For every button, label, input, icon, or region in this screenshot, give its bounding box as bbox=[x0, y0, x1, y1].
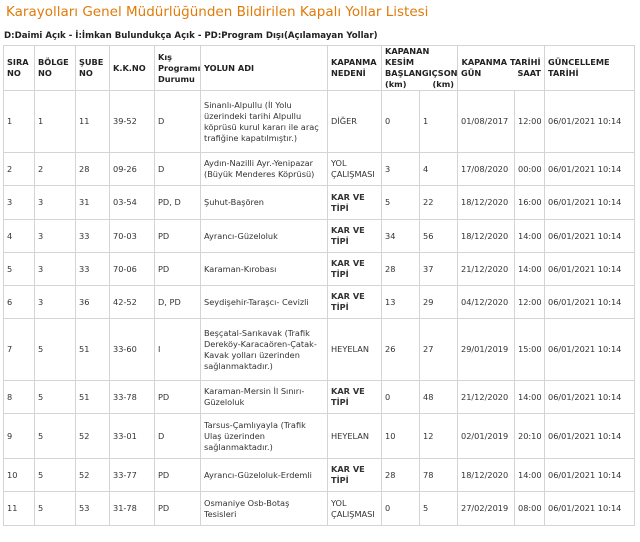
cell-sira-no: 3 bbox=[4, 186, 35, 220]
cell-sira-no: 6 bbox=[4, 286, 35, 319]
legend-text: D:Daimi Açık - İ:İmkan Bulundukça Açık - PD:Program Dışı(Açılamayan Yollar) bbox=[4, 31, 378, 41]
cell-kapanma-nedeni: DİĞER bbox=[328, 91, 382, 153]
cell-bolge-no: 5 bbox=[35, 381, 76, 414]
cell-kesim-baslangic: 0 bbox=[382, 492, 420, 526]
cell-bolge-no: 3 bbox=[35, 286, 76, 319]
cell-guncelleme-tarihi: 06/01/2021 10:14 bbox=[545, 253, 635, 286]
cell-kapanma-gun: 18/12/2020 bbox=[458, 220, 515, 253]
cell-kapanma-saat: 08:00 bbox=[515, 492, 545, 526]
cell-kapanma-nedeni: KAR VE TİPİ bbox=[328, 381, 382, 414]
table-row bbox=[4, 91, 635, 153]
cell-sube-no: 28 bbox=[76, 153, 110, 186]
cell-kesim-baslangic: 26 bbox=[382, 319, 420, 381]
cell-guncelleme-tarihi: 06/01/2021 10:14 bbox=[545, 319, 635, 381]
cell-guncelleme-tarihi: 06/01/2021 10:14 bbox=[545, 459, 635, 492]
cell-guncelleme-tarihi: 06/01/2021 10:14 bbox=[545, 91, 635, 153]
cell-kk-no: 33-78 bbox=[110, 381, 155, 414]
cell-yolun-adi: Karaman-Mersin İl Sınırı-Güzeloluk bbox=[201, 381, 328, 414]
cell-kapanma-nedeni: KAR VE TİPİ bbox=[328, 286, 382, 319]
cell-kapanma-nedeni: KAR VE TİPİ bbox=[328, 186, 382, 220]
cell-kapanma-saat: 20:10 bbox=[515, 414, 545, 459]
cell-kesim-baslangic: 10 bbox=[382, 414, 420, 459]
cell-kapanma-gun: 18/12/2020 bbox=[458, 459, 515, 492]
cell-sira-no: 4 bbox=[4, 220, 35, 253]
table-row bbox=[4, 381, 635, 414]
cell-kesim-son: 22 bbox=[420, 186, 458, 220]
header-kesim-title: KAPANAN KESİM BAŞLANGIÇSON bbox=[385, 46, 458, 78]
cell-kis-programi: PD bbox=[155, 220, 201, 253]
cell-guncelleme-tarihi: 06/01/2021 10:14 bbox=[545, 153, 635, 186]
cell-bolge-no: 3 bbox=[35, 220, 76, 253]
header-tarih-title: KAPANMA TARİHİ bbox=[461, 57, 541, 67]
cell-yolun-adi: Karaman-Kırobası bbox=[201, 253, 328, 286]
header-tarih-saat: SAAT bbox=[517, 68, 541, 78]
cell-yolun-adi: Ayrancı-Güzeloluk bbox=[201, 220, 328, 253]
cell-sube-no: 36 bbox=[76, 286, 110, 319]
page-title: Karayolları Genel Müdürlüğünden Bildirilen Kapalı Yollar Listesi bbox=[6, 4, 429, 20]
cell-kapanma-saat: 12:00 bbox=[515, 91, 545, 153]
cell-kapanma-gun: 18/12/2020 bbox=[458, 186, 515, 220]
header-tarih-gun: GÜN bbox=[461, 68, 482, 78]
cell-kesim-baslangic: 28 bbox=[382, 253, 420, 286]
cell-kk-no: 31-78 bbox=[110, 492, 155, 526]
header-kis-programi: Kış Programı Durumu bbox=[155, 46, 201, 91]
cell-kapanma-gun: 21/12/2020 bbox=[458, 381, 515, 414]
cell-kesim-baslangic: 5 bbox=[382, 186, 420, 220]
cell-kesim-baslangic: 3 bbox=[382, 153, 420, 186]
cell-guncelleme-tarihi: 06/01/2021 10:14 bbox=[545, 186, 635, 220]
cell-sira-no: 2 bbox=[4, 153, 35, 186]
cell-sira-no: 9 bbox=[4, 414, 35, 459]
cell-kis-programi: I bbox=[155, 319, 201, 381]
cell-kesim-baslangic: 28 bbox=[382, 459, 420, 492]
cell-kapanma-gun: 02/01/2019 bbox=[458, 414, 515, 459]
cell-kis-programi: PD bbox=[155, 459, 201, 492]
header-yolun-adi: YOLUN ADI bbox=[201, 46, 328, 91]
cell-sira-no: 1 bbox=[4, 91, 35, 153]
cell-kapanma-nedeni: KAR VE TİPİ bbox=[328, 220, 382, 253]
cell-bolge-no: 5 bbox=[35, 492, 76, 526]
cell-guncelleme-tarihi: 06/01/2021 10:14 bbox=[545, 492, 635, 526]
cell-bolge-no: 1 bbox=[35, 91, 76, 153]
cell-kesim-son: 78 bbox=[420, 459, 458, 492]
cell-bolge-no: 3 bbox=[35, 186, 76, 220]
cell-kapanma-gun: 29/01/2019 bbox=[458, 319, 515, 381]
table-row bbox=[4, 153, 635, 186]
cell-kk-no: 33-01 bbox=[110, 414, 155, 459]
header-kapanan-kesim bbox=[382, 46, 458, 91]
cell-kesim-son: 29 bbox=[420, 286, 458, 319]
cell-kis-programi: PD bbox=[155, 253, 201, 286]
cell-sube-no: 53 bbox=[76, 492, 110, 526]
cell-kapanma-saat: 16:00 bbox=[515, 186, 545, 220]
cell-sira-no: 5 bbox=[4, 253, 35, 286]
cell-kk-no: 09-26 bbox=[110, 153, 155, 186]
cell-kesim-son: 1 bbox=[420, 91, 458, 153]
cell-kesim-baslangic: 0 bbox=[382, 381, 420, 414]
header-kesim-sub bbox=[385, 79, 454, 90]
cell-kesim-son: 48 bbox=[420, 381, 458, 414]
cell-kapanma-gun: 01/08/2017 bbox=[458, 91, 515, 153]
cell-sube-no: 52 bbox=[76, 414, 110, 459]
cell-yolun-adi: Tarsus-Çamlıyayla (Trafik Ulaş üzerinden sağlanmaktadır.) bbox=[201, 414, 328, 459]
cell-guncelleme-tarihi: 06/01/2021 10:14 bbox=[545, 220, 635, 253]
cell-bolge-no: 5 bbox=[35, 459, 76, 492]
cell-kesim-son: 37 bbox=[420, 253, 458, 286]
table-row bbox=[4, 286, 635, 319]
header-kesim-son-unit: (km) bbox=[432, 79, 454, 89]
cell-kk-no: 33-60 bbox=[110, 319, 155, 381]
cell-bolge-no: 5 bbox=[35, 414, 76, 459]
cell-yolun-adi: Beşçatal-Sarıkavak (Trafik Dereköy-Karacaören-Çatak-Kavak yolları üzerinden sağlanmaktadır.) bbox=[201, 319, 328, 381]
cell-kesim-son: 27 bbox=[420, 319, 458, 381]
cell-yolun-adi: Aydın-Nazilli Ayr.-Yenipazar (Büyük Menderes Köprüsü) bbox=[201, 153, 328, 186]
cell-sube-no: 33 bbox=[76, 253, 110, 286]
cell-kapanma-gun: 21/12/2020 bbox=[458, 253, 515, 286]
cell-kapanma-nedeni: HEYELAN bbox=[328, 319, 382, 381]
cell-kesim-baslangic: 34 bbox=[382, 220, 420, 253]
cell-kapanma-gun: 17/08/2020 bbox=[458, 153, 515, 186]
cell-kis-programi: D bbox=[155, 153, 201, 186]
table-row bbox=[4, 459, 635, 492]
cell-bolge-no: 5 bbox=[35, 319, 76, 381]
table-row bbox=[4, 220, 635, 253]
closed-roads-table bbox=[3, 45, 635, 526]
header-kapanma-tarihi bbox=[458, 46, 545, 91]
cell-sube-no: 51 bbox=[76, 381, 110, 414]
cell-sira-no: 8 bbox=[4, 381, 35, 414]
cell-kapanma-saat: 12:00 bbox=[515, 286, 545, 319]
cell-kapanma-nedeni: YOL ÇALIŞMASI bbox=[328, 153, 382, 186]
header-guncelleme-tarihi: GÜNCELLEME TARİHİ bbox=[545, 46, 635, 91]
cell-kesim-baslangic: 0 bbox=[382, 91, 420, 153]
cell-kapanma-nedeni: KAR VE TİPİ bbox=[328, 253, 382, 286]
cell-sira-no: 10 bbox=[4, 459, 35, 492]
table-body bbox=[4, 91, 635, 526]
table-row bbox=[4, 492, 635, 526]
header-kesim-baslangic-unit: (km) bbox=[385, 79, 407, 89]
cell-kapanma-saat: 00:00 bbox=[515, 153, 545, 186]
cell-kesim-son: 12 bbox=[420, 414, 458, 459]
cell-kapanma-gun: 04/12/2020 bbox=[458, 286, 515, 319]
cell-kis-programi: D bbox=[155, 91, 201, 153]
cell-yolun-adi: Şuhut-Başören bbox=[201, 186, 328, 220]
header-sube-no: ŞUBE NO bbox=[76, 46, 110, 91]
cell-kis-programi: PD, D bbox=[155, 186, 201, 220]
cell-kis-programi: PD bbox=[155, 492, 201, 526]
cell-sira-no: 11 bbox=[4, 492, 35, 526]
cell-yolun-adi: Sinanlı-Alpullu (İl Yolu üzerindeki tarihi Alpullu köprüsü kurul kararı ile araç trafiğine kapatılmıştır.) bbox=[201, 91, 328, 153]
header-tarih-sub bbox=[461, 68, 541, 79]
cell-kapanma-gun: 27/02/2019 bbox=[458, 492, 515, 526]
cell-kk-no: 03-54 bbox=[110, 186, 155, 220]
cell-yolun-adi: Osmaniye Osb-Botaş Tesisleri bbox=[201, 492, 328, 526]
cell-kis-programi: PD bbox=[155, 381, 201, 414]
cell-kesim-son: 56 bbox=[420, 220, 458, 253]
cell-kk-no: 33-77 bbox=[110, 459, 155, 492]
table-row bbox=[4, 319, 635, 381]
cell-sube-no: 31 bbox=[76, 186, 110, 220]
cell-bolge-no: 3 bbox=[35, 253, 76, 286]
cell-sube-no: 52 bbox=[76, 459, 110, 492]
header-bolge-no: BÖLGE NO bbox=[35, 46, 76, 91]
cell-kk-no: 70-06 bbox=[110, 253, 155, 286]
cell-guncelleme-tarihi: 06/01/2021 10:14 bbox=[545, 381, 635, 414]
cell-kesim-son: 4 bbox=[420, 153, 458, 186]
cell-kapanma-saat: 14:00 bbox=[515, 253, 545, 286]
header-sira-no: SIRA NO bbox=[4, 46, 35, 91]
cell-yolun-adi: Seydişehir-Taraşcı- Cevizli bbox=[201, 286, 328, 319]
cell-guncelleme-tarihi: 06/01/2021 10:14 bbox=[545, 286, 635, 319]
table-row bbox=[4, 253, 635, 286]
cell-sube-no: 51 bbox=[76, 319, 110, 381]
table-row bbox=[4, 414, 635, 459]
cell-sube-no: 11 bbox=[76, 91, 110, 153]
header-kk-no: K.K.NO bbox=[110, 46, 155, 91]
cell-kapanma-saat: 15:00 bbox=[515, 319, 545, 381]
table-row bbox=[4, 186, 635, 220]
cell-kapanma-nedeni: KAR VE TİPİ bbox=[328, 459, 382, 492]
cell-kapanma-nedeni: HEYELAN bbox=[328, 414, 382, 459]
cell-kapanma-saat: 14:00 bbox=[515, 220, 545, 253]
cell-kk-no: 42-52 bbox=[110, 286, 155, 319]
table-header-row bbox=[4, 46, 635, 91]
cell-kis-programi: D, PD bbox=[155, 286, 201, 319]
header-kapanma-nedeni: KAPANMA NEDENİ bbox=[328, 46, 382, 91]
cell-yolun-adi: Ayrancı-Güzeloluk-Erdemli bbox=[201, 459, 328, 492]
cell-sira-no: 7 bbox=[4, 319, 35, 381]
cell-kapanma-saat: 14:00 bbox=[515, 459, 545, 492]
cell-sube-no: 33 bbox=[76, 220, 110, 253]
cell-kapanma-saat: 14:00 bbox=[515, 381, 545, 414]
cell-kk-no: 39-52 bbox=[110, 91, 155, 153]
cell-bolge-no: 2 bbox=[35, 153, 76, 186]
cell-kapanma-nedeni: YOL ÇALIŞMASI bbox=[328, 492, 382, 526]
cell-kesim-baslangic: 13 bbox=[382, 286, 420, 319]
cell-kis-programi: D bbox=[155, 414, 201, 459]
cell-kesim-son: 5 bbox=[420, 492, 458, 526]
cell-guncelleme-tarihi: 06/01/2021 10:14 bbox=[545, 414, 635, 459]
cell-kk-no: 70-03 bbox=[110, 220, 155, 253]
